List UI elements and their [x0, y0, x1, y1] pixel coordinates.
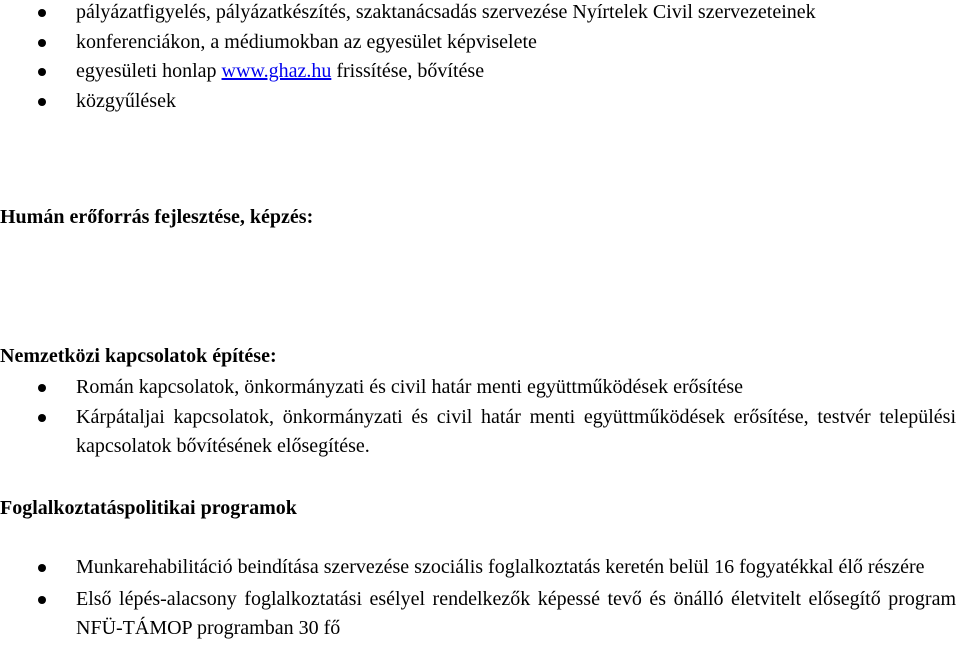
- bullet-icon: [38, 68, 46, 76]
- list-item: [0, 57, 956, 87]
- bullet-icon: [38, 384, 46, 392]
- list-item-text: közgyűlések: [76, 89, 176, 112]
- website-link[interactable]: www.ghaz.hu: [221, 60, 332, 82]
- list-item-text: Román kapcsolatok, önkormányzati és civil határ menti együttműködések erősítése: [76, 376, 744, 398]
- list-item-text-prefix: egyesületi honlap: [76, 60, 222, 82]
- list-item-text: Munkarehabilitáció beindítása szervezése szociális foglalkoztatás keretén belül 16 fogyatékkal élő részére: [76, 556, 925, 578]
- bullet-icon: [38, 9, 46, 17]
- list-item: [0, 553, 956, 583]
- list-item-text: Kárpátaljai kapcsolatok, önkormányzati és civil határ menti együttműködések erősítése, testvér települési kapcsolatok bővítésének elősegítése.: [76, 405, 956, 457]
- bullet-icon: [38, 564, 46, 572]
- list-item: [0, 373, 956, 403]
- bullet-icon: [38, 98, 46, 106]
- bullet-icon: [38, 414, 46, 422]
- list-item: [0, 87, 956, 117]
- list-item: [0, 0, 956, 28]
- list-item-text-suffix: frissítése, bővítése: [331, 60, 485, 82]
- bullet-icon: [38, 596, 46, 604]
- list-item-text: pályázatfigyelés, pályázatkészítés, szaktanácsadás szervezése Nyírtelek Civil szervezeteinek: [76, 1, 816, 23]
- list-item: [0, 403, 956, 462]
- bullet-icon: [38, 39, 46, 47]
- list-item: [0, 585, 956, 644]
- international-relations-list: [0, 373, 956, 462]
- list-item-text: Első lépés-alacsony foglalkoztatási esélyel rendelkezők képessé tevő és önálló életvitelt elősegítő program NFÜ-TÁMOP programban 30 fő: [76, 587, 956, 639]
- section-heading-employment-programs: Foglalkoztatáspolitikai programok: [0, 497, 297, 519]
- employment-programs-list: [0, 553, 956, 644]
- list-item-text: konferenciákon, a médiumokban az egyesület képviselete: [76, 30, 537, 53]
- activity-list: [0, 0, 956, 116]
- section-heading-international-relations: Nemzetközi kapcsolatok építése:: [0, 345, 277, 367]
- section-heading-human-resources: Humán erőforrás fejlesztése, képzés:: [0, 206, 314, 228]
- list-item: [0, 28, 956, 58]
